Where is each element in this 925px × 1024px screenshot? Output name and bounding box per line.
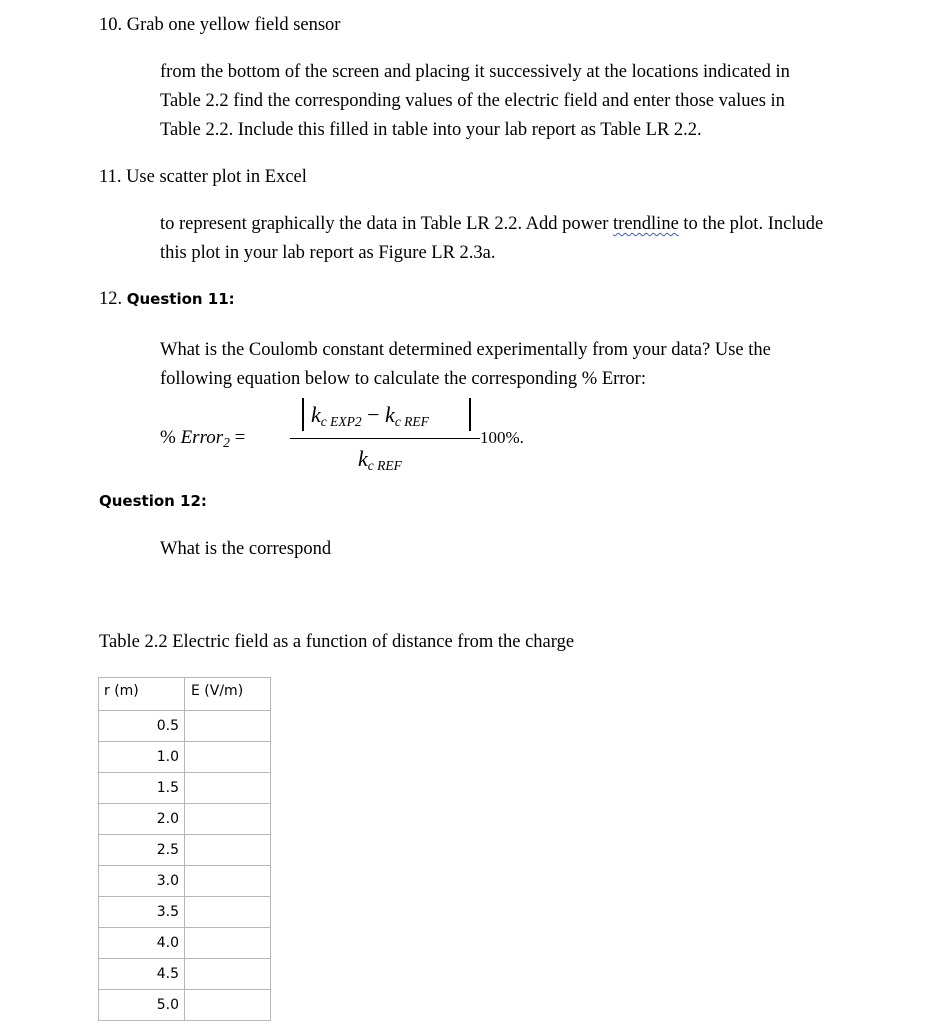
step-11-body	[160, 210, 823, 268]
table-row	[99, 711, 271, 742]
r-value-cell: 4.0	[99, 928, 185, 959]
step-10-body	[160, 58, 790, 145]
table-row	[99, 742, 271, 773]
question-11-line-2: following equation below to calculate the corresponding % Error:	[160, 369, 646, 389]
e-value-cell[interactable]	[185, 711, 271, 742]
step-11-text-b: to the plot. Include	[678, 214, 824, 234]
table-row	[99, 959, 271, 990]
e-value-cell[interactable]	[185, 804, 271, 835]
e-value-cell[interactable]	[185, 866, 271, 897]
e-value-cell[interactable]	[185, 928, 271, 959]
r-value-cell: 0.5	[99, 711, 185, 742]
electric-field-table	[98, 677, 271, 1021]
table-row	[99, 928, 271, 959]
e-value-cell[interactable]	[185, 835, 271, 866]
table-row	[99, 897, 271, 928]
header-e: E (V/m)	[185, 678, 271, 711]
fraction-bar	[290, 438, 480, 439]
equation-denominator: kc REF	[358, 446, 402, 473]
table-row	[99, 804, 271, 835]
r-value-cell: 3.5	[99, 897, 185, 928]
table-row	[99, 773, 271, 804]
question-12-text: What is the correspond	[160, 539, 332, 559]
step-11-line-2: this plot in your lab report as Figure LR 2.3a.	[160, 243, 496, 263]
r-value-cell: 1.0	[99, 742, 185, 773]
step-11-text-a: to represent graphically the data in Table LR 2.2. Add power	[160, 214, 614, 234]
step-12-number: 12.	[99, 289, 127, 309]
e-value-cell[interactable]	[185, 897, 271, 928]
step-10-line-2: Table 2.2 find the corresponding values of the electric field and enter those values in	[160, 91, 785, 111]
question-11-body	[160, 336, 771, 394]
spellcheck-flagged-word[interactable]: trendline	[613, 214, 679, 234]
table-row	[99, 866, 271, 897]
table-caption: Table 2.2 Electric field as a function of distance from the charge	[99, 632, 575, 652]
e-value-cell[interactable]	[185, 773, 271, 804]
table-row	[99, 835, 271, 866]
r-value-cell: 1.5	[99, 773, 185, 804]
e-value-cell[interactable]	[185, 990, 271, 1021]
question-12-label: Question 12:	[99, 492, 207, 510]
step-10-line-3: Table 2.2. Include this filled in table into your lab report as Table LR 2.2.	[160, 120, 702, 140]
table-header-row	[99, 678, 271, 711]
question-11-line-1: What is the Coulomb constant determined experimentally from your data? Use the	[160, 340, 771, 360]
e-value-cell[interactable]	[185, 742, 271, 773]
step-10-line-1: from the bottom of the screen and placing it successively at the locations indicated in	[160, 62, 790, 82]
r-value-cell: 4.5	[99, 959, 185, 990]
abs-bar-right	[469, 398, 471, 431]
abs-bar-left	[302, 398, 304, 431]
header-r: r (m)	[99, 678, 185, 711]
r-value-cell: 3.0	[99, 866, 185, 897]
step-12-heading	[99, 289, 235, 310]
equation-numerator: kc EXP2 − kc REF	[311, 402, 429, 429]
step-11-line-1	[160, 210, 823, 239]
r-value-cell: 2.5	[99, 835, 185, 866]
e-value-cell[interactable]	[185, 959, 271, 990]
r-value-cell: 2.0	[99, 804, 185, 835]
r-value-cell: 5.0	[99, 990, 185, 1021]
table-row	[99, 990, 271, 1021]
question-11-label: Question 11:	[126, 290, 235, 308]
step-10-heading: 10. Grab one yellow field sensor	[99, 15, 341, 35]
equation-tail: 100%.	[480, 428, 524, 447]
equation-lhs: % Error$_2$ =	[160, 427, 246, 450]
step-11-heading: 11. Use scatter plot in Excel	[99, 167, 307, 187]
